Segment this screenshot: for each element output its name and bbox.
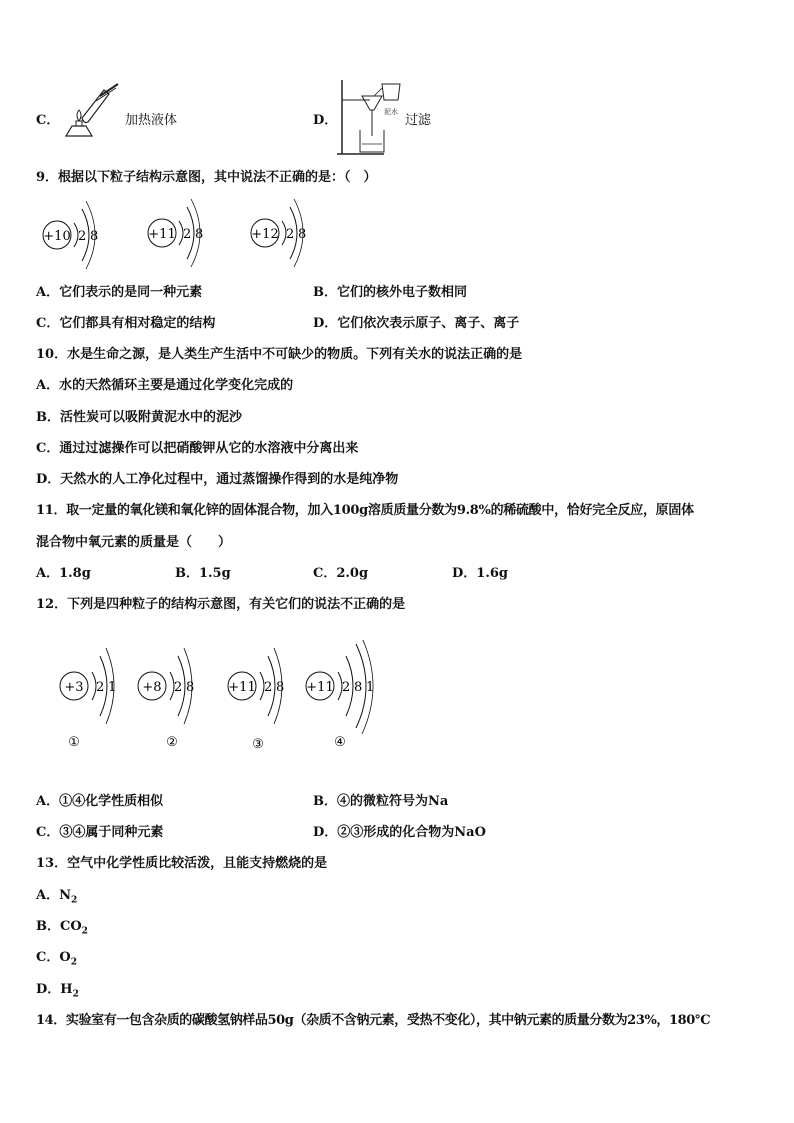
q10-stem: 10．水是生命之源，是人类生产生活中不可缺少的物质。下列有关水的说法正确的是 bbox=[36, 347, 523, 362]
q13-option-c: C．$O_2$ bbox=[36, 950, 77, 968]
svg-text:+10: +10 bbox=[43, 229, 71, 244]
q11-option-c: C．2.0g bbox=[313, 566, 369, 581]
q11-option-d: D．1.6g bbox=[452, 566, 508, 581]
svg-text:2: 2 bbox=[342, 680, 351, 695]
svg-text:+11: +11 bbox=[148, 227, 176, 242]
filtration-apparatus-icon bbox=[336, 78, 404, 156]
q13-option-a: A．$N_2$ bbox=[36, 888, 78, 906]
svg-text:8: 8 bbox=[276, 680, 285, 695]
q9-diagram-3 bbox=[251, 199, 306, 267]
svg-text:8: 8 bbox=[354, 680, 363, 695]
svg-text:2: 2 bbox=[286, 227, 295, 242]
q11-stem-line1: 11．取一定量的氧化镁和氧化锌的固体混合物，加入100g溶质质量分数为9.8%的稀硫酸中，恰好完全反应，原固体 bbox=[36, 503, 694, 518]
q11-option-b: B．1.5g bbox=[175, 566, 231, 581]
svg-text:8: 8 bbox=[90, 229, 99, 244]
q10-option-a: A．水的天然循环主要是通过化学变化完成的 bbox=[36, 378, 294, 393]
svg-text:+11: +11 bbox=[228, 680, 256, 695]
q12-stem: 12．下列是四种粒子的结构示意图，有关它们的说法不正确的是 bbox=[36, 597, 406, 612]
q8-option-c-text: 加热液体 bbox=[125, 113, 178, 128]
svg-text:+3: +3 bbox=[64, 680, 84, 695]
q9-option-c: C．它们都具有相对稳定的结构 bbox=[36, 316, 216, 331]
funnel-tag: 泥水 bbox=[384, 108, 398, 116]
q12-diagram-2 bbox=[138, 648, 194, 750]
q12-option-a: A．①④化学性质相似 bbox=[36, 794, 164, 809]
q14-stem: 14．实验室有一包含杂质的碳酸氢钠样品50g（杂质不含钠元素，受热不变化），其中钠元素的质量分数为23%，180℃ bbox=[36, 1013, 711, 1028]
q9-option-d: D．它们依次表示原子、离子、离子 bbox=[313, 316, 520, 331]
svg-text:①: ① bbox=[68, 735, 80, 750]
q10-option-d: D．天然水的人工净化过程中，通过蒸馏操作得到的水是纯净物 bbox=[36, 472, 399, 487]
q12-diagram-4 bbox=[306, 640, 374, 750]
q9-stem: 9．根据以下粒子结构示意图，其中说法不正确的是：（ ） bbox=[36, 170, 377, 185]
svg-text:8: 8 bbox=[298, 227, 307, 242]
q10-option-c: C．通过过滤操作可以把硝酸钾从它的水溶液中分离出来 bbox=[36, 441, 359, 456]
svg-text:8: 8 bbox=[195, 227, 204, 242]
svg-text:1: 1 bbox=[366, 680, 375, 695]
svg-text:④: ④ bbox=[334, 735, 346, 750]
q11-stem-line2: 混合物中氧元素的质量是（ ） bbox=[36, 535, 232, 550]
q12-option-d: D．②③形成的化合物为NaO bbox=[313, 825, 486, 840]
q8-option-d-text: 过滤 bbox=[405, 113, 432, 128]
q9-diagram-2 bbox=[148, 199, 203, 267]
q8-option-c-label: C． bbox=[36, 113, 60, 128]
q9-diagram-1 bbox=[43, 201, 98, 269]
svg-text:+11: +11 bbox=[306, 680, 334, 695]
q13-option-d: D．$H_2$ bbox=[36, 982, 79, 1000]
q12-option-b: B．④的微粒符号为Na bbox=[313, 794, 449, 809]
q12-particle-diagrams bbox=[50, 640, 390, 752]
svg-text:2: 2 bbox=[183, 227, 192, 242]
svg-text:8: 8 bbox=[186, 680, 195, 695]
q12-diagram-3 bbox=[228, 648, 284, 752]
q12-diagram-1 bbox=[60, 648, 116, 750]
q13-option-b: B．$CO_2$ bbox=[36, 919, 88, 937]
svg-text:1: 1 bbox=[108, 680, 117, 695]
svg-text:+12: +12 bbox=[251, 227, 279, 242]
q8-option-d-label: D． bbox=[313, 113, 338, 128]
heating-liquid-apparatus-icon bbox=[60, 82, 122, 142]
q13-stem: 13．空气中化学性质比较活泼，且能支持燃烧的是 bbox=[36, 856, 328, 871]
svg-text:②: ② bbox=[166, 735, 178, 750]
q9-option-a: A．它们表示的是同一种元素 bbox=[36, 285, 203, 300]
svg-text:③: ③ bbox=[252, 737, 264, 752]
q11-option-a: A．1.8g bbox=[36, 566, 91, 581]
svg-text:+8: +8 bbox=[142, 680, 162, 695]
q9-particle-diagrams bbox=[30, 195, 360, 275]
q9-option-b: B．它们的核外电子数相同 bbox=[313, 285, 467, 300]
svg-text:2: 2 bbox=[174, 680, 183, 695]
svg-text:2: 2 bbox=[264, 680, 273, 695]
svg-text:2: 2 bbox=[96, 680, 105, 695]
q12-option-c: C．③④属于同种元素 bbox=[36, 825, 164, 840]
svg-text:2: 2 bbox=[78, 229, 87, 244]
q10-option-b: B．活性炭可以吸附黄泥水中的泥沙 bbox=[36, 410, 242, 425]
